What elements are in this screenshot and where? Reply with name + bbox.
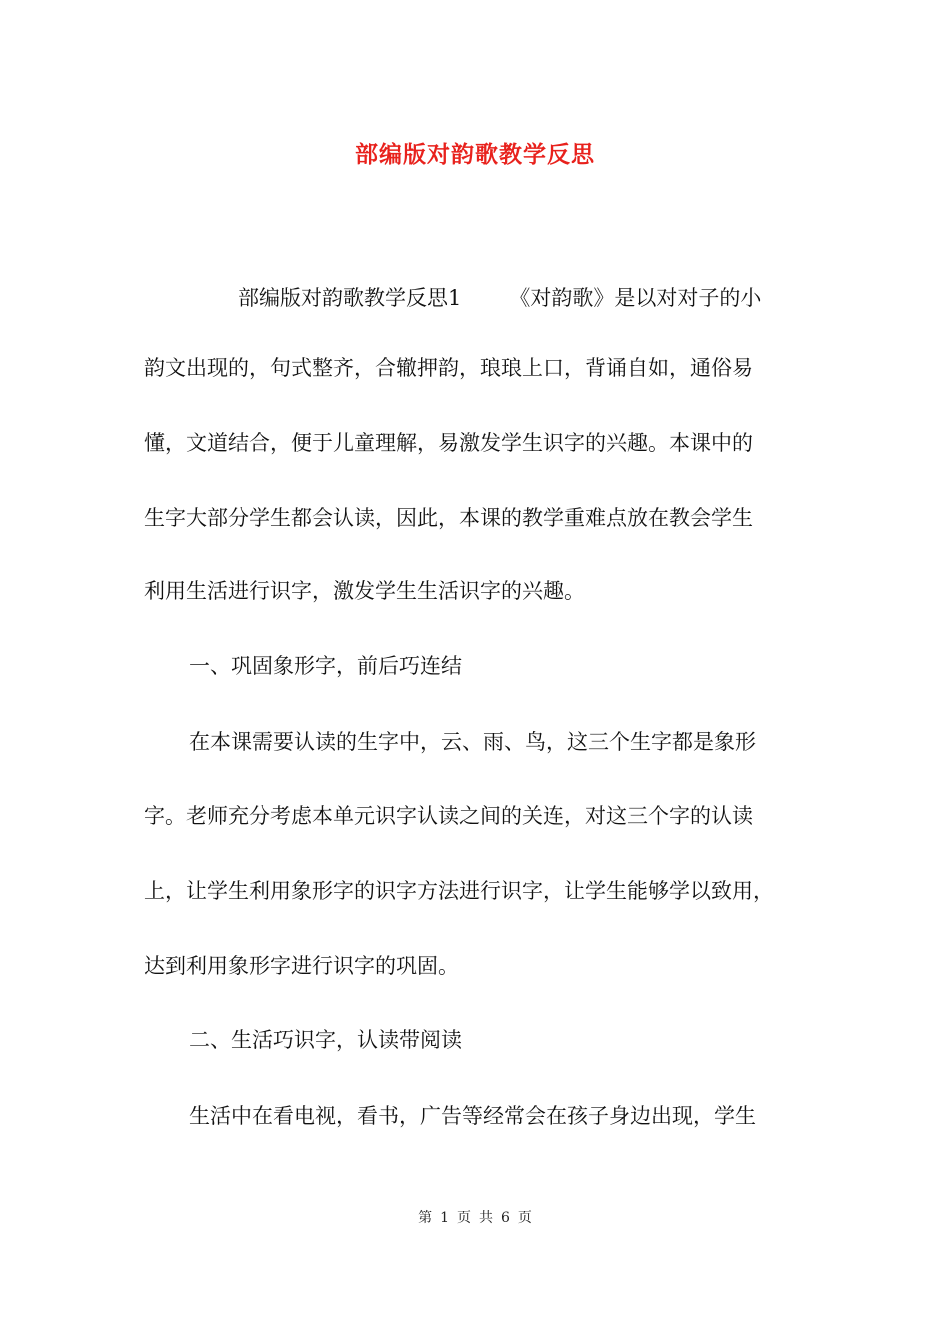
- footer-suffix: 页: [517, 1210, 532, 1226]
- paragraph-line-10: 生活中在看电视，看书，广告等经常会在孩子身边出现，学生: [189, 1104, 756, 1128]
- paragraph-line-3: 懂，文道结合，便于儿童理解，易激发学生识字的兴趣。本课中的: [144, 431, 753, 455]
- paragraph-line-8: 上，让学生利用象形字的识字方法进行识字，让学生能够学以致用，: [144, 879, 774, 903]
- page-title: 部编版对韵歌教学反思: [355, 141, 595, 168]
- footer-prefix: 第: [418, 1210, 433, 1226]
- paragraph-line-2: 韵文出现的，句式整齐，合辙押韵，琅琅上口，背诵自如，通俗易: [144, 356, 753, 380]
- page-number-footer: [0, 1207, 950, 1227]
- paragraph-line-4: 生字大部分学生都会认读，因此，本课的教学重难点放在教会学生: [144, 506, 753, 530]
- footer-current-page: 1: [440, 1210, 449, 1226]
- paragraph-line-9: 达到利用象形字进行识字的巩固。: [144, 954, 459, 978]
- footer-total-prefix: 共: [479, 1210, 493, 1226]
- paragraph-line-5: 利用生活进行识字，激发学生生活识字的兴趣。: [144, 579, 585, 603]
- section-heading-1: 一、巩固象形字，前后巧连结: [189, 654, 462, 678]
- line-text: 《对韵歌》是以对对子的小: [509, 286, 762, 310]
- footer-page-word: 页: [457, 1210, 471, 1226]
- paragraph-line-7: 字。老师充分考虑本单元识字认读之间的关连，对这三个字的认读: [144, 804, 753, 828]
- footer-total-pages: 6: [501, 1210, 510, 1226]
- paragraph-line-1: [144, 283, 761, 313]
- section-heading-2: 二、生活巧识字，认读带阅读: [189, 1028, 462, 1052]
- paragraph-line-6: 在本课需要认读的生字中，云、雨、鸟，这三个生字都是象形: [189, 730, 756, 754]
- section-label: 部编版对韵歌教学反思1: [238, 286, 462, 310]
